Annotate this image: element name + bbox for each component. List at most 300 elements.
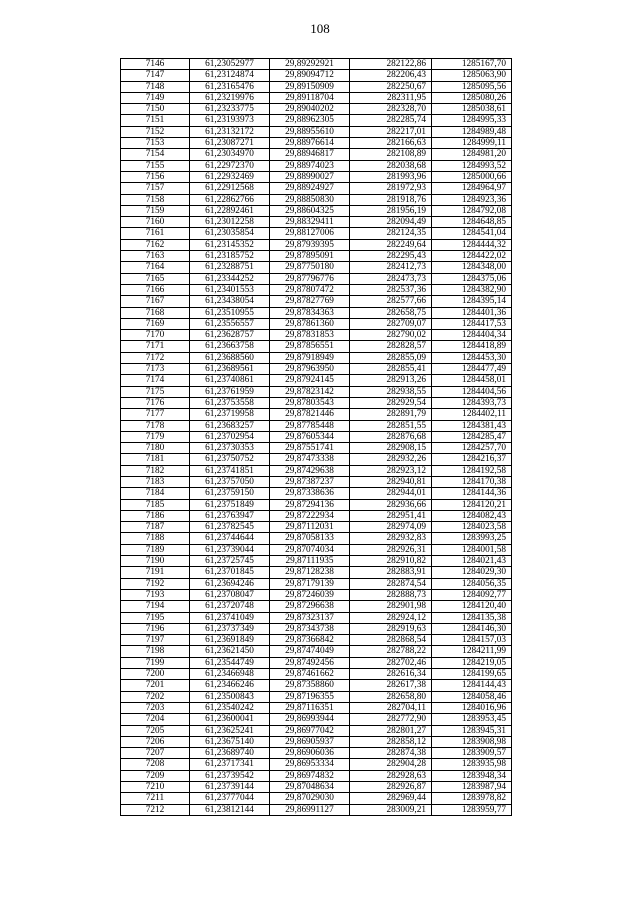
x-coordinate-cell: 282919,63 — [350, 623, 432, 634]
longitude-cell: 29,87834363 — [270, 307, 350, 318]
longitude-cell: 29,88974023 — [270, 160, 350, 171]
latitude-cell: 61,23720748 — [190, 601, 270, 612]
x-coordinate-cell: 282851,55 — [350, 420, 432, 431]
latitude-cell: 61,23737349 — [190, 623, 270, 634]
y-coordinate-cell: 1283935,98 — [432, 759, 512, 770]
x-coordinate-cell: 282883,91 — [350, 567, 432, 578]
y-coordinate-cell: 1284395,14 — [432, 296, 512, 307]
latitude-cell: 61,23438054 — [190, 296, 270, 307]
table-row — [121, 804, 512, 815]
point-number-cell: 7192 — [121, 578, 190, 589]
point-number-cell: 7183 — [121, 476, 190, 487]
x-coordinate-cell: 282951,41 — [350, 510, 432, 521]
x-coordinate-cell: 282891,79 — [350, 409, 432, 420]
latitude-cell: 61,23751849 — [190, 499, 270, 510]
point-number-cell: 7186 — [121, 510, 190, 521]
point-number-cell: 7174 — [121, 375, 190, 386]
latitude-cell: 61,23719958 — [190, 409, 270, 420]
y-coordinate-cell: 1283908,98 — [432, 736, 512, 747]
x-coordinate-cell: 282876,68 — [350, 431, 432, 442]
table-row — [121, 115, 512, 126]
table-row — [121, 533, 512, 544]
table-row — [121, 149, 512, 160]
x-coordinate-cell: 282929,54 — [350, 397, 432, 408]
point-number-cell: 7206 — [121, 736, 190, 747]
table-row — [121, 262, 512, 273]
table-row — [121, 194, 512, 205]
table-row — [121, 341, 512, 352]
table-row — [121, 104, 512, 115]
point-number-cell: 7177 — [121, 409, 190, 420]
x-coordinate-cell: 282908,15 — [350, 443, 432, 454]
latitude-cell: 61,23761959 — [190, 386, 270, 397]
x-coordinate-cell: 282094,49 — [350, 217, 432, 228]
longitude-cell: 29,87924145 — [270, 375, 350, 386]
latitude-cell: 61,23688560 — [190, 352, 270, 363]
y-coordinate-cell: 1285095,56 — [432, 81, 512, 92]
table-row — [121, 443, 512, 454]
latitude-cell: 61,23012258 — [190, 217, 270, 228]
table-row — [121, 736, 512, 747]
table-row — [121, 623, 512, 634]
point-number-cell: 7161 — [121, 228, 190, 239]
latitude-cell: 61,23744644 — [190, 533, 270, 544]
longitude-cell: 29,87551741 — [270, 443, 350, 454]
y-coordinate-cell: 1284348,00 — [432, 262, 512, 273]
table-row — [121, 578, 512, 589]
point-number-cell: 7147 — [121, 70, 190, 81]
x-coordinate-cell: 282217,01 — [350, 126, 432, 137]
x-coordinate-cell: 282617,38 — [350, 680, 432, 691]
y-coordinate-cell: 1284402,11 — [432, 409, 512, 420]
longitude-cell: 29,87831853 — [270, 330, 350, 341]
table-row — [121, 544, 512, 555]
latitude-cell: 61,23757050 — [190, 476, 270, 487]
x-coordinate-cell: 282122,86 — [350, 59, 432, 70]
table-row — [121, 510, 512, 521]
latitude-cell: 61,23741049 — [190, 612, 270, 623]
point-number-cell: 7209 — [121, 770, 190, 781]
y-coordinate-cell: 1284144,36 — [432, 488, 512, 499]
latitude-cell: 61,23165476 — [190, 81, 270, 92]
point-number-cell: 7175 — [121, 386, 190, 397]
latitude-cell: 61,23739144 — [190, 782, 270, 793]
x-coordinate-cell: 282412,73 — [350, 262, 432, 273]
longitude-cell: 29,88955610 — [270, 126, 350, 137]
y-coordinate-cell: 1285038,61 — [432, 104, 512, 115]
y-coordinate-cell: 1284404,56 — [432, 386, 512, 397]
table-row — [121, 160, 512, 171]
point-number-cell: 7153 — [121, 138, 190, 149]
x-coordinate-cell: 282926,31 — [350, 544, 432, 555]
y-coordinate-cell: 1284401,36 — [432, 307, 512, 318]
latitude-cell: 61,23145352 — [190, 239, 270, 250]
point-number-cell: 7149 — [121, 92, 190, 103]
x-coordinate-cell: 282938,55 — [350, 386, 432, 397]
x-coordinate-cell: 282772,90 — [350, 714, 432, 725]
point-number-cell: 7173 — [121, 364, 190, 375]
y-coordinate-cell: 1284144,43 — [432, 680, 512, 691]
y-coordinate-cell: 1284404,34 — [432, 330, 512, 341]
x-coordinate-cell: 282702,46 — [350, 657, 432, 668]
latitude-cell: 61,23812144 — [190, 804, 270, 815]
x-coordinate-cell: 282926,87 — [350, 782, 432, 793]
table-row — [121, 691, 512, 702]
longitude-cell: 29,87112031 — [270, 522, 350, 533]
table-row — [121, 657, 512, 668]
y-coordinate-cell: 1284417,53 — [432, 318, 512, 329]
table-row — [121, 522, 512, 533]
longitude-cell: 29,87785448 — [270, 420, 350, 431]
table-row — [121, 81, 512, 92]
point-number-cell: 7157 — [121, 183, 190, 194]
latitude-cell: 61,23739542 — [190, 770, 270, 781]
table-row — [121, 499, 512, 510]
point-number-cell: 7167 — [121, 296, 190, 307]
longitude-cell: 29,87338636 — [270, 488, 350, 499]
x-coordinate-cell: 282473,73 — [350, 273, 432, 284]
table-row — [121, 420, 512, 431]
y-coordinate-cell: 1284964,97 — [432, 183, 512, 194]
longitude-cell: 29,86974832 — [270, 770, 350, 781]
y-coordinate-cell: 1284082,43 — [432, 510, 512, 521]
point-number-cell: 7194 — [121, 601, 190, 612]
latitude-cell: 61,23782545 — [190, 522, 270, 533]
x-coordinate-cell: 282904,28 — [350, 759, 432, 770]
longitude-cell: 29,87895091 — [270, 251, 350, 262]
longitude-cell: 29,88127006 — [270, 228, 350, 239]
y-coordinate-cell: 1284001,58 — [432, 544, 512, 555]
point-number-cell: 7158 — [121, 194, 190, 205]
y-coordinate-cell: 1284989,48 — [432, 126, 512, 137]
y-coordinate-cell: 1284541,04 — [432, 228, 512, 239]
longitude-cell: 29,87803543 — [270, 397, 350, 408]
longitude-cell: 29,87796776 — [270, 273, 350, 284]
x-coordinate-cell: 282901,98 — [350, 601, 432, 612]
longitude-cell: 29,87605344 — [270, 431, 350, 442]
x-coordinate-cell: 282855,09 — [350, 352, 432, 363]
latitude-cell: 61,23625241 — [190, 725, 270, 736]
y-coordinate-cell: 1284422,02 — [432, 251, 512, 262]
longitude-cell: 29,87474049 — [270, 646, 350, 657]
y-coordinate-cell: 1284981,20 — [432, 149, 512, 160]
table-row — [121, 138, 512, 149]
point-number-cell: 7200 — [121, 669, 190, 680]
x-coordinate-cell: 282924,12 — [350, 612, 432, 623]
latitude-cell: 61,23288751 — [190, 262, 270, 273]
longitude-cell: 29,89094712 — [270, 70, 350, 81]
point-number-cell: 7211 — [121, 793, 190, 804]
point-number-cell: 7189 — [121, 544, 190, 555]
x-coordinate-cell: 282124,35 — [350, 228, 432, 239]
x-coordinate-cell: 282658,80 — [350, 691, 432, 702]
table-row — [121, 431, 512, 442]
point-number-cell: 7198 — [121, 646, 190, 657]
latitude-cell: 61,23500843 — [190, 691, 270, 702]
longitude-cell: 29,87939395 — [270, 239, 350, 250]
table-row — [121, 239, 512, 250]
y-coordinate-cell: 1283909,57 — [432, 748, 512, 759]
latitude-cell: 61,23219976 — [190, 92, 270, 103]
y-coordinate-cell: 1284056,35 — [432, 578, 512, 589]
x-coordinate-cell: 282616,34 — [350, 669, 432, 680]
latitude-cell: 61,22932469 — [190, 171, 270, 182]
point-number-cell: 7205 — [121, 725, 190, 736]
latitude-cell: 61,23763947 — [190, 510, 270, 521]
point-number-cell: 7162 — [121, 239, 190, 250]
latitude-cell: 61,23034970 — [190, 149, 270, 160]
longitude-cell: 29,87429638 — [270, 465, 350, 476]
table-row — [121, 205, 512, 216]
latitude-cell: 61,23691849 — [190, 635, 270, 646]
y-coordinate-cell: 1284216,37 — [432, 454, 512, 465]
y-coordinate-cell: 1283953,45 — [432, 714, 512, 725]
y-coordinate-cell: 1285080,26 — [432, 92, 512, 103]
latitude-cell: 61,22972370 — [190, 160, 270, 171]
point-number-cell: 7193 — [121, 589, 190, 600]
point-number-cell: 7180 — [121, 443, 190, 454]
latitude-cell: 61,23740861 — [190, 375, 270, 386]
x-coordinate-cell: 282874,54 — [350, 578, 432, 589]
y-coordinate-cell: 1284458,01 — [432, 375, 512, 386]
table-row — [121, 70, 512, 81]
latitude-cell: 61,23185752 — [190, 251, 270, 262]
point-number-cell: 7202 — [121, 691, 190, 702]
coordinates-table-body — [121, 59, 512, 816]
table-row — [121, 375, 512, 386]
y-coordinate-cell: 1284170,38 — [432, 476, 512, 487]
y-coordinate-cell: 1284375,06 — [432, 273, 512, 284]
point-number-cell: 7185 — [121, 499, 190, 510]
longitude-cell: 29,87358860 — [270, 680, 350, 691]
point-number-cell: 7164 — [121, 262, 190, 273]
table-row — [121, 567, 512, 578]
y-coordinate-cell: 1283993,25 — [432, 533, 512, 544]
longitude-cell: 29,89292921 — [270, 59, 350, 70]
point-number-cell: 7178 — [121, 420, 190, 431]
y-coordinate-cell: 1284058,46 — [432, 691, 512, 702]
point-number-cell: 7154 — [121, 149, 190, 160]
y-coordinate-cell: 1284792,08 — [432, 205, 512, 216]
coordinates-table — [120, 58, 512, 816]
x-coordinate-cell: 282311,95 — [350, 92, 432, 103]
y-coordinate-cell: 1283987,94 — [432, 782, 512, 793]
point-number-cell: 7146 — [121, 59, 190, 70]
x-coordinate-cell: 282910,82 — [350, 556, 432, 567]
longitude-cell: 29,87807472 — [270, 284, 350, 295]
longitude-cell: 29,87294136 — [270, 499, 350, 510]
longitude-cell: 29,87856551 — [270, 341, 350, 352]
point-number-cell: 7212 — [121, 804, 190, 815]
longitude-cell: 29,87296638 — [270, 601, 350, 612]
point-number-cell: 7170 — [121, 330, 190, 341]
longitude-cell: 29,87821446 — [270, 409, 350, 420]
longitude-cell: 29,87128238 — [270, 567, 350, 578]
table-row — [121, 92, 512, 103]
longitude-cell: 29,87473338 — [270, 454, 350, 465]
x-coordinate-cell: 283009,21 — [350, 804, 432, 815]
y-coordinate-cell: 1284257,70 — [432, 443, 512, 454]
table-row — [121, 126, 512, 137]
latitude-cell: 61,23544749 — [190, 657, 270, 668]
longitude-cell: 29,86993944 — [270, 714, 350, 725]
latitude-cell: 61,23621450 — [190, 646, 270, 657]
y-coordinate-cell: 1284453,30 — [432, 352, 512, 363]
y-coordinate-cell: 1284157,03 — [432, 635, 512, 646]
longitude-cell: 29,88850830 — [270, 194, 350, 205]
longitude-cell: 29,88924927 — [270, 183, 350, 194]
longitude-cell: 29,89118704 — [270, 92, 350, 103]
latitude-cell: 61,23556557 — [190, 318, 270, 329]
table-row — [121, 171, 512, 182]
table-row — [121, 488, 512, 499]
point-number-cell: 7187 — [121, 522, 190, 533]
y-coordinate-cell: 1285063,90 — [432, 70, 512, 81]
latitude-cell: 61,23087271 — [190, 138, 270, 149]
point-number-cell: 7166 — [121, 284, 190, 295]
table-row — [121, 589, 512, 600]
longitude-cell: 29,86953334 — [270, 759, 350, 770]
y-coordinate-cell: 1284211,99 — [432, 646, 512, 657]
y-coordinate-cell: 1283948,34 — [432, 770, 512, 781]
table-row — [121, 748, 512, 759]
table-row — [121, 725, 512, 736]
y-coordinate-cell: 1284648,85 — [432, 217, 512, 228]
table-row — [121, 702, 512, 713]
x-coordinate-cell: 282295,43 — [350, 251, 432, 262]
longitude-cell: 29,87918949 — [270, 352, 350, 363]
latitude-cell: 61,23750752 — [190, 454, 270, 465]
x-coordinate-cell: 282913,26 — [350, 375, 432, 386]
latitude-cell: 61,23663758 — [190, 341, 270, 352]
y-coordinate-cell: 1284923,36 — [432, 194, 512, 205]
longitude-cell: 29,87116351 — [270, 702, 350, 713]
x-coordinate-cell: 281918,76 — [350, 194, 432, 205]
point-number-cell: 7148 — [121, 81, 190, 92]
point-number-cell: 7197 — [121, 635, 190, 646]
point-number-cell: 7165 — [121, 273, 190, 284]
latitude-cell: 61,23717341 — [190, 759, 270, 770]
latitude-cell: 61,22892461 — [190, 205, 270, 216]
y-coordinate-cell: 1284016,96 — [432, 702, 512, 713]
table-row — [121, 251, 512, 262]
point-number-cell: 7172 — [121, 352, 190, 363]
latitude-cell: 61,23708047 — [190, 589, 270, 600]
point-number-cell: 7196 — [121, 623, 190, 634]
x-coordinate-cell: 281972,93 — [350, 183, 432, 194]
point-number-cell: 7168 — [121, 307, 190, 318]
table-row — [121, 330, 512, 341]
table-row — [121, 364, 512, 375]
x-coordinate-cell: 282932,83 — [350, 533, 432, 544]
x-coordinate-cell: 282928,63 — [350, 770, 432, 781]
latitude-cell: 61,22862766 — [190, 194, 270, 205]
x-coordinate-cell: 282828,57 — [350, 341, 432, 352]
longitude-cell: 29,87366842 — [270, 635, 350, 646]
table-row — [121, 782, 512, 793]
latitude-cell: 61,23701845 — [190, 567, 270, 578]
y-coordinate-cell: 1284120,21 — [432, 499, 512, 510]
y-coordinate-cell: 1284285,47 — [432, 431, 512, 442]
table-row — [121, 476, 512, 487]
longitude-cell: 29,87823142 — [270, 386, 350, 397]
latitude-cell: 61,23730353 — [190, 443, 270, 454]
longitude-cell: 29,88976614 — [270, 138, 350, 149]
table-row — [121, 465, 512, 476]
longitude-cell: 29,87963950 — [270, 364, 350, 375]
point-number-cell: 7179 — [121, 431, 190, 442]
longitude-cell: 29,88329411 — [270, 217, 350, 228]
latitude-cell: 61,23193973 — [190, 115, 270, 126]
longitude-cell: 29,89040202 — [270, 104, 350, 115]
point-number-cell: 7184 — [121, 488, 190, 499]
y-coordinate-cell: 1284999,11 — [432, 138, 512, 149]
latitude-cell: 61,23510955 — [190, 307, 270, 318]
x-coordinate-cell: 282940,81 — [350, 476, 432, 487]
x-coordinate-cell: 282249,64 — [350, 239, 432, 250]
latitude-cell: 61,23689740 — [190, 748, 270, 759]
x-coordinate-cell: 282801,27 — [350, 725, 432, 736]
x-coordinate-cell: 282923,12 — [350, 465, 432, 476]
table-row — [121, 409, 512, 420]
point-number-cell: 7150 — [121, 104, 190, 115]
point-number-cell: 7201 — [121, 680, 190, 691]
longitude-cell: 29,88604325 — [270, 205, 350, 216]
point-number-cell: 7155 — [121, 160, 190, 171]
longitude-cell: 29,87111935 — [270, 556, 350, 567]
y-coordinate-cell: 1284023,58 — [432, 522, 512, 533]
y-coordinate-cell: 1284382,90 — [432, 284, 512, 295]
x-coordinate-cell: 282709,07 — [350, 318, 432, 329]
point-number-cell: 7203 — [121, 702, 190, 713]
x-coordinate-cell: 282868,54 — [350, 635, 432, 646]
point-number-cell: 7191 — [121, 567, 190, 578]
point-number-cell: 7181 — [121, 454, 190, 465]
x-coordinate-cell: 282577,66 — [350, 296, 432, 307]
table-row — [121, 635, 512, 646]
table-row — [121, 386, 512, 397]
y-coordinate-cell: 1284444,32 — [432, 239, 512, 250]
y-coordinate-cell: 1284146,30 — [432, 623, 512, 634]
latitude-cell: 61,23233775 — [190, 104, 270, 115]
y-coordinate-cell: 1284092,77 — [432, 589, 512, 600]
y-coordinate-cell: 1283945,31 — [432, 725, 512, 736]
y-coordinate-cell: 1284192,58 — [432, 465, 512, 476]
latitude-cell: 61,23739044 — [190, 544, 270, 555]
longitude-cell: 29,89150909 — [270, 81, 350, 92]
table-row — [121, 284, 512, 295]
x-coordinate-cell: 282858,12 — [350, 736, 432, 747]
x-coordinate-cell: 282704,11 — [350, 702, 432, 713]
table-row — [121, 669, 512, 680]
point-number-cell: 7204 — [121, 714, 190, 725]
y-coordinate-cell: 1284993,52 — [432, 160, 512, 171]
x-coordinate-cell: 282936,66 — [350, 499, 432, 510]
table-row — [121, 612, 512, 623]
point-number-cell: 7156 — [121, 171, 190, 182]
point-number-cell: 7171 — [121, 341, 190, 352]
longitude-cell: 29,86991127 — [270, 804, 350, 815]
y-coordinate-cell: 1284477,49 — [432, 364, 512, 375]
longitude-cell: 29,87029030 — [270, 793, 350, 804]
latitude-cell: 61,23777044 — [190, 793, 270, 804]
x-coordinate-cell: 282944,01 — [350, 488, 432, 499]
longitude-cell: 29,87323137 — [270, 612, 350, 623]
table-row — [121, 646, 512, 657]
x-coordinate-cell: 281956,19 — [350, 205, 432, 216]
table-row — [121, 793, 512, 804]
x-coordinate-cell: 282790,02 — [350, 330, 432, 341]
